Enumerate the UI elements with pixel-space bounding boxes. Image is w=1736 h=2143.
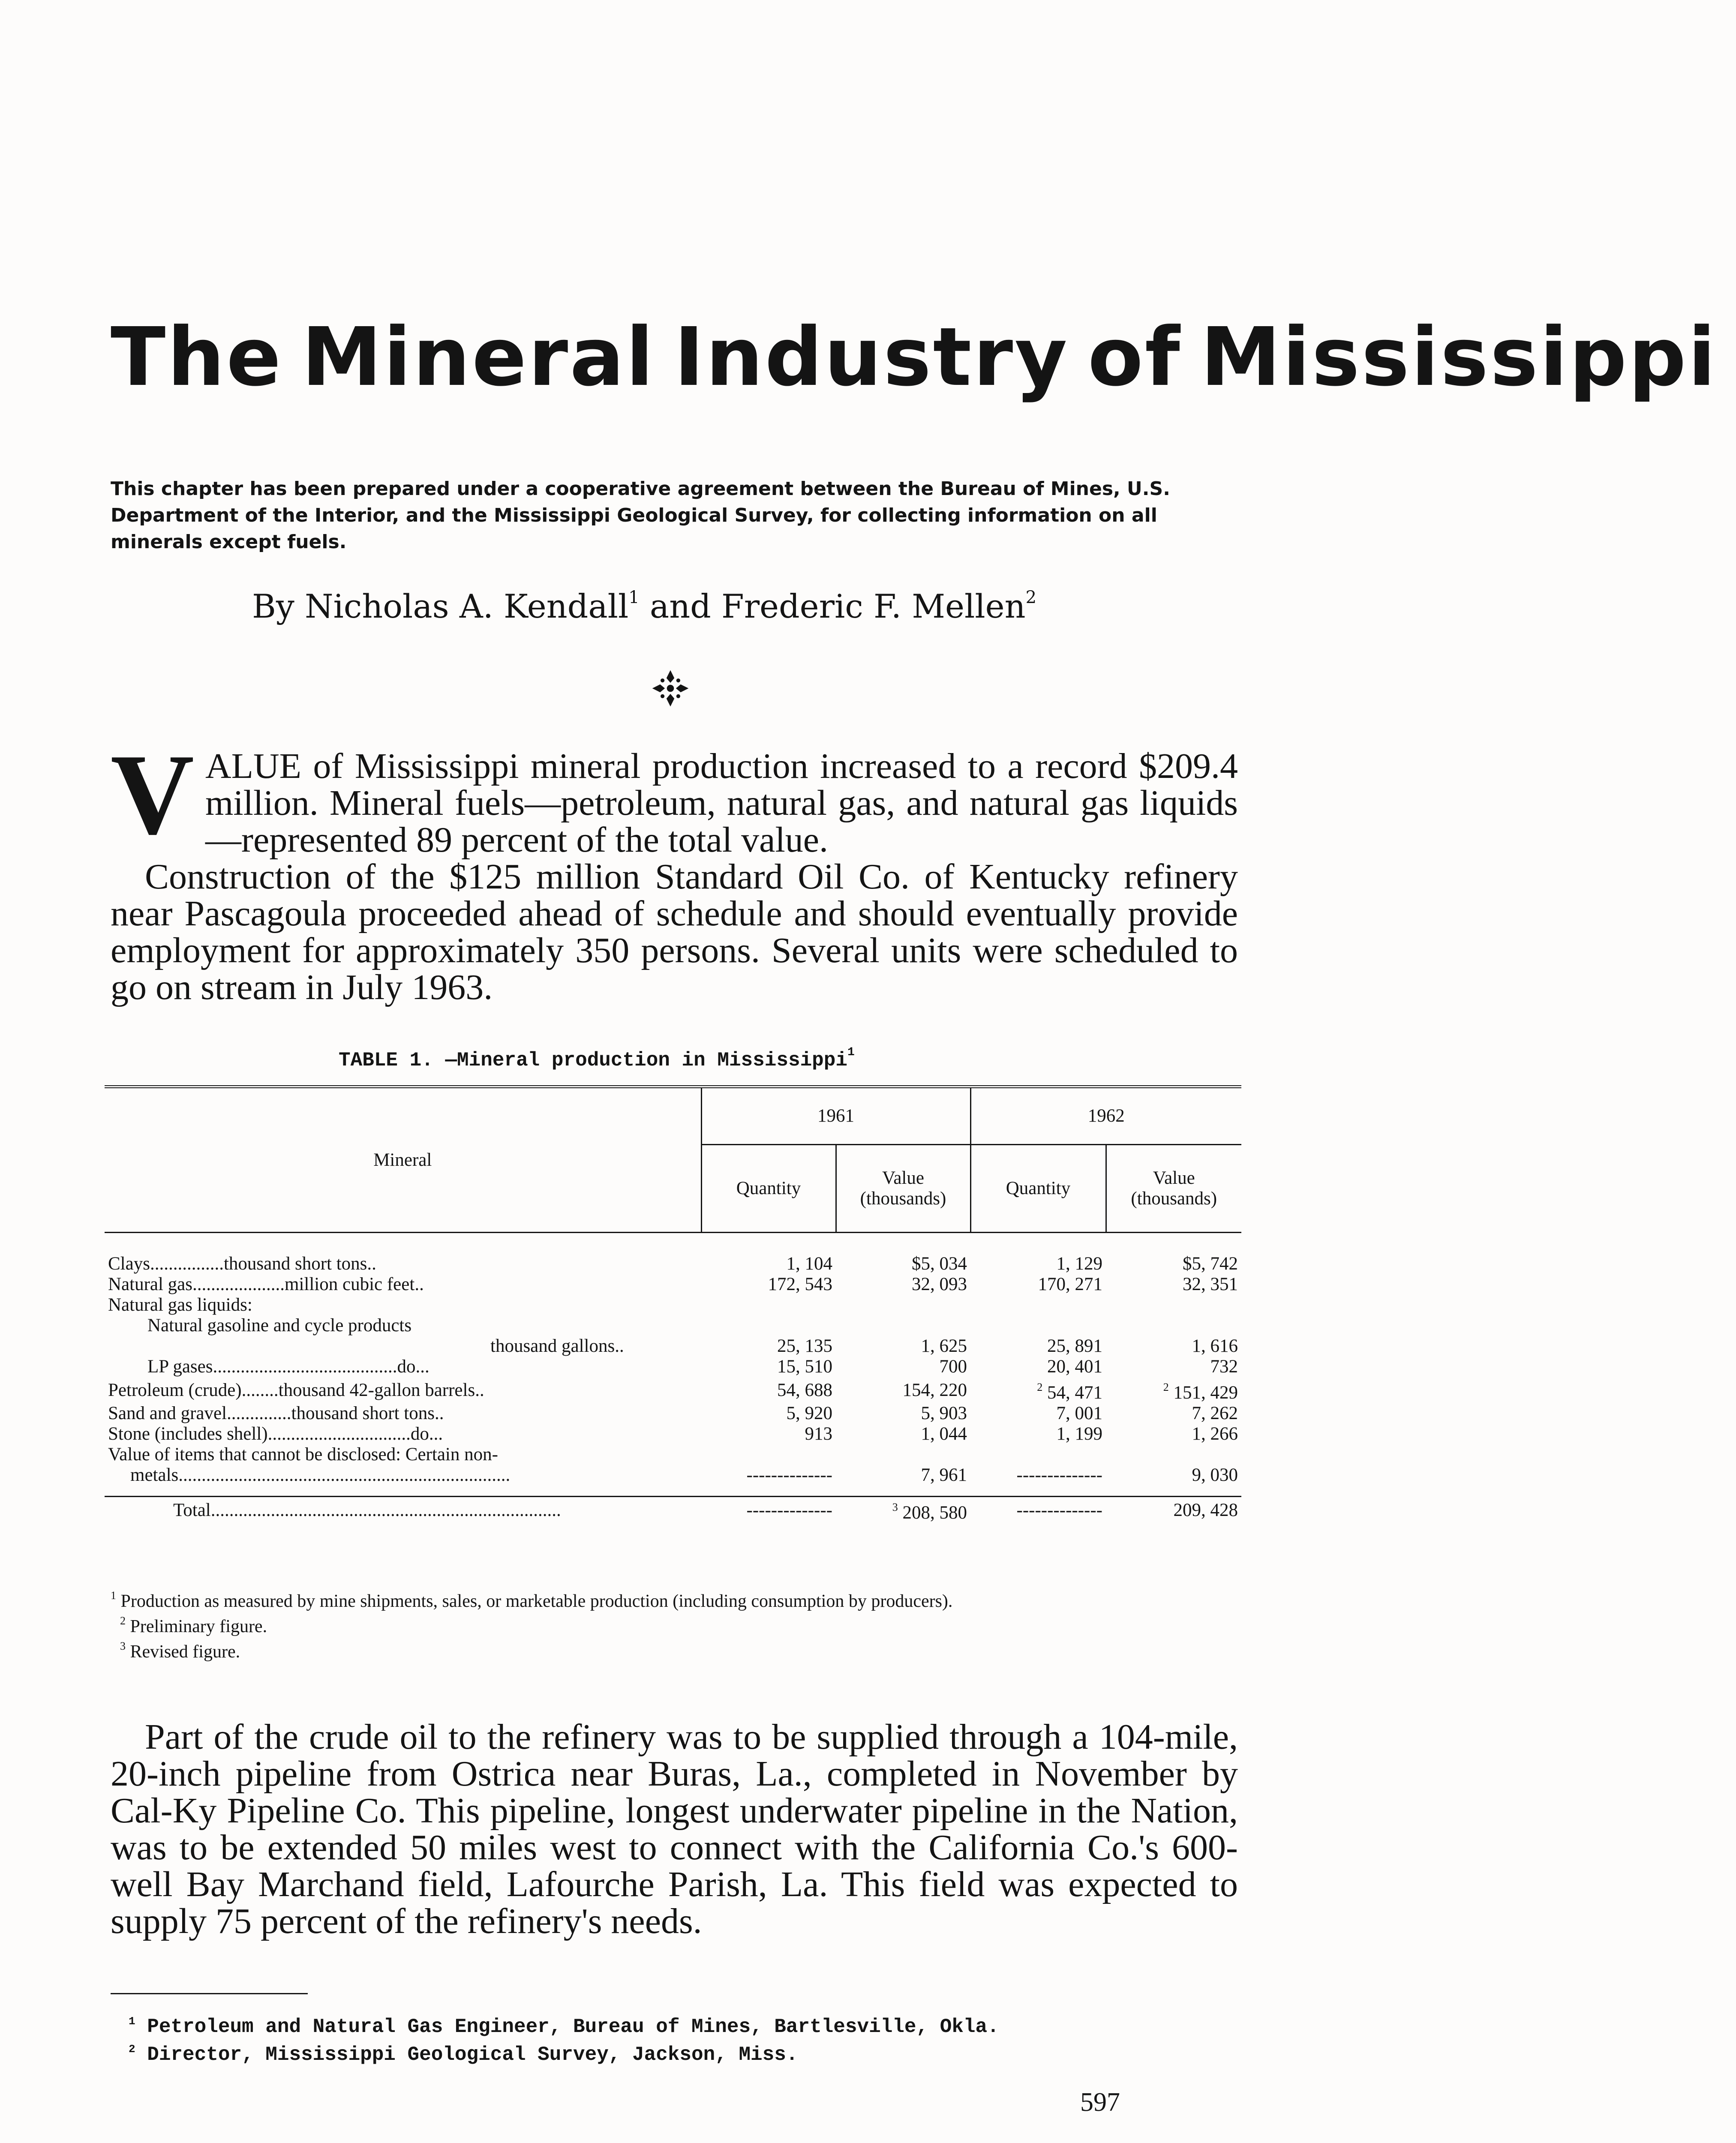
cell-value-1961: 32, 093	[912, 1274, 967, 1294]
row-label: Stone (includes shell)	[108, 1424, 268, 1444]
cell-value-1961: 5, 903	[921, 1403, 967, 1423]
row-unit: do	[410, 1424, 429, 1444]
table-row: Natural gas....................million cubic feet.. 172, 543 32, 093 170, 271 32, 351	[105, 1274, 1241, 1295]
row-label: metals	[130, 1465, 179, 1485]
table-row: thousand gallons.. 25, 135 1, 625 25, 891 1, 616	[105, 1336, 1241, 1357]
total-value-1962: 209, 428	[1106, 1497, 1241, 1524]
cell-quantity-1961: 15, 510	[777, 1357, 832, 1377]
title-word: Mississippi	[1200, 310, 1718, 404]
cell-value-1962: 7, 262	[1192, 1403, 1238, 1423]
header-quantity-1961: Quantity	[701, 1145, 836, 1233]
row-label: Natural gas	[108, 1274, 193, 1294]
author-1: Nicholas A. Kendall	[304, 587, 629, 625]
title-word: Industry	[674, 310, 1069, 404]
cell-quantity-1961: 5, 920	[786, 1403, 832, 1423]
row-label: LP gases	[147, 1357, 213, 1377]
table-row	[105, 1315, 1241, 1336]
cell-quantity-1962: --------------	[970, 1497, 1106, 1524]
cell-value-1961: 7, 961	[921, 1465, 967, 1485]
cell-quantity-1962: 170, 271	[1038, 1274, 1102, 1294]
byline	[252, 587, 1238, 625]
row-unit: do	[397, 1357, 416, 1377]
cell-quantity-1962: 1, 129	[1056, 1254, 1102, 1274]
cell-quantity-1961: 54, 688	[777, 1380, 832, 1400]
cell-value-1962: 9, 030	[1192, 1465, 1238, 1485]
cell-value-1962: $5, 742	[1183, 1254, 1238, 1274]
row-label: Value of items that cannot be disclosed: Certain non-	[108, 1444, 498, 1465]
cell-value-1962: 32, 351	[1183, 1274, 1238, 1294]
title-word: Mineral	[301, 310, 655, 404]
author-1-footnote-mark: 1	[628, 588, 640, 607]
cell-quantity-1962: 25, 891	[1047, 1336, 1102, 1356]
cell-quantity-1961: 25, 135	[777, 1336, 832, 1356]
header-value-1961: Value (thousands)	[836, 1145, 970, 1233]
header-mineral: Mineral	[105, 1087, 701, 1233]
cell-value-1961: 154, 220	[902, 1380, 967, 1400]
cell-quantity-1962: 7, 001	[1056, 1403, 1102, 1423]
row-unit: thousand gallons	[490, 1336, 615, 1356]
table-row: LP gases........................................do... 15, 510 700 20, 401 732	[105, 1357, 1241, 1377]
footnote-mark: 3	[892, 1501, 898, 1513]
table-row	[105, 1295, 1241, 1315]
table-total-row: Total............................................................................ -------------- $^3$ 208, 580 -------------- 209, 428	[105, 1497, 1241, 1524]
author-2: Frederic F. Mellen	[721, 587, 1026, 625]
cell-quantity-1961: --------------	[746, 1465, 832, 1485]
mineral-production-table	[105, 1085, 1241, 1523]
footnote-divider	[111, 1993, 308, 1994]
cell-quantity-1961: 1, 104	[786, 1254, 832, 1274]
row-label: Clays	[108, 1254, 150, 1274]
cell-value-1962: 1, 266	[1192, 1424, 1238, 1444]
table-row: Sand and gravel..............thousand short tons.. 5, 920 5, 903 7, 001 7, 262	[105, 1403, 1241, 1424]
cell-value-1961: 700	[939, 1357, 967, 1377]
cell-value-1961: 1, 625	[921, 1336, 967, 1356]
cell-quantity-1961: 913	[805, 1424, 832, 1444]
footnote-mark: 2	[1037, 1381, 1043, 1393]
drop-cap: V	[111, 730, 194, 858]
header-quantity-1962: Quantity	[970, 1145, 1106, 1233]
title-word: of	[1087, 310, 1182, 404]
header-year-1961: 1961	[701, 1087, 970, 1145]
cell-value-1962: $^2$ 151, 429	[1163, 1381, 1238, 1403]
row-unit: thousand 42-gallon barrels	[278, 1380, 475, 1400]
table-row: Clays................thousand short tons.. 1, 104 $5, 034 1, 129 $5, 742	[105, 1254, 1241, 1274]
page-number: 597	[1080, 2088, 1120, 2117]
page-title	[111, 310, 1718, 404]
total-value-1961: $^3$ 208, 580	[836, 1497, 970, 1524]
table-caption	[339, 1046, 1110, 1072]
byline-prefix: By	[252, 587, 294, 625]
intro-text	[111, 730, 1238, 1007]
row-label: Sand and gravel	[108, 1403, 227, 1423]
row-label: Petroleum (crude)	[108, 1380, 242, 1400]
footnote-mark: 2	[1163, 1381, 1169, 1393]
cell-value-1961: $5, 034	[912, 1254, 967, 1274]
intro-paragraph-1: ALUE of Mississippi mineral production increased to a record $209.4 million. Mineral fuels—petroleum, natural gas, and natural gas liquids—represented 89 percent of the total value.	[205, 746, 1238, 860]
page-footnote: $^2$ Director, Mississippi Geological Survey, Jackson, Miss.	[129, 2043, 798, 2066]
byline-conjunction: and	[649, 587, 711, 625]
cell-value-1961: 1, 044	[921, 1424, 967, 1444]
table-footnote: $^1$ Production as measured by mine shipments, sales, or marketable production (including consumption by producers).	[111, 1589, 953, 1611]
cell-quantity-1962: 1, 199	[1056, 1424, 1102, 1444]
cell-quantity-1962: $^2$ 54, 471	[1037, 1381, 1102, 1403]
header-value-1962: Value (thousands)	[1106, 1145, 1241, 1233]
ornament-icon	[651, 669, 690, 708]
table-row	[105, 1444, 1241, 1465]
row-label: Natural gas liquids:	[108, 1295, 252, 1315]
page-footnote: $^1$ Petroleum and Natural Gas Engineer, Bureau of Mines, Bartlesville, Okla.	[129, 2015, 999, 2038]
table-footnote: $^2$ Preliminary figure.	[120, 1615, 267, 1636]
author-2-footnote-mark: 2	[1025, 588, 1037, 607]
table-row: metals........................................................................ -------------- 7, 961 -------------- 9, 030	[105, 1465, 1241, 1486]
cooperative-note: This chapter has been prepared under a cooperative agreement between the Bureau of Mines, U.S. Department of the Interior, and the Mississippi Geological Survey, for collecting information on all minerals except fuels.	[111, 478, 1170, 553]
cell-quantity-1961: 172, 543	[768, 1274, 832, 1294]
page-footnotes	[129, 2010, 1200, 2066]
header-year-1962: 1962	[970, 1087, 1241, 1145]
row-unit: thousand short tons	[291, 1403, 435, 1423]
table-footnote: $^3$ Revised figure.	[120, 1640, 240, 1662]
cell-quantity-1962: --------------	[1016, 1465, 1102, 1485]
title-word: The	[111, 310, 283, 404]
intro-paragraph-2: Construction of the $125 million Standard Oil Co. of Kentucky refinery near Pascagoula proceeded ahead of schedule and should eventually provide employment for approximately 350 persons. Several units were scheduled to go on stream in July 1963.	[111, 857, 1238, 1007]
total-label: Total	[173, 1500, 211, 1520]
table-row: Petroleum (crude)........thousand 42-gallon barrels.. 54, 688 154, 220 $^2$ 54, 471 $^2$ 151, 429	[105, 1377, 1241, 1403]
table-caption-footnote-mark: 1	[847, 1046, 855, 1059]
body-text	[111, 1719, 1238, 1940]
cell-value-1962: 732	[1210, 1357, 1238, 1377]
table-footnotes	[111, 1586, 1234, 1662]
cell-quantity-1961: --------------	[701, 1497, 836, 1524]
table-row: Stone (includes shell)...............................do... 913 1, 044 1, 199 1, 266	[105, 1424, 1241, 1444]
cell-quantity-1962: 20, 401	[1047, 1357, 1102, 1377]
row-label: Natural gasoline and cycle products	[147, 1315, 412, 1336]
body-paragraph: Part of the crude oil to the refinery was to be supplied through a 104-mile, 20-inch pipeline from Ostrica near Buras, La., completed in November by Cal-Ky Pipeline Co. This pipeline, longest underwater pipeline in the Nation, was to be extended 50 miles west to connect with the California Co.'s 600-well Bay Marchand field, Lafourche Parish, La. This field was expected to supply 75 percent of the refinery's needs.	[111, 1717, 1238, 1941]
table-caption-text: TABLE 1. —Mineral production in Mississippi	[339, 1049, 847, 1072]
row-unit: million cubic feet	[285, 1274, 415, 1294]
cell-value-1962: 1, 616	[1192, 1336, 1238, 1356]
row-unit: thousand short tons	[223, 1254, 367, 1274]
